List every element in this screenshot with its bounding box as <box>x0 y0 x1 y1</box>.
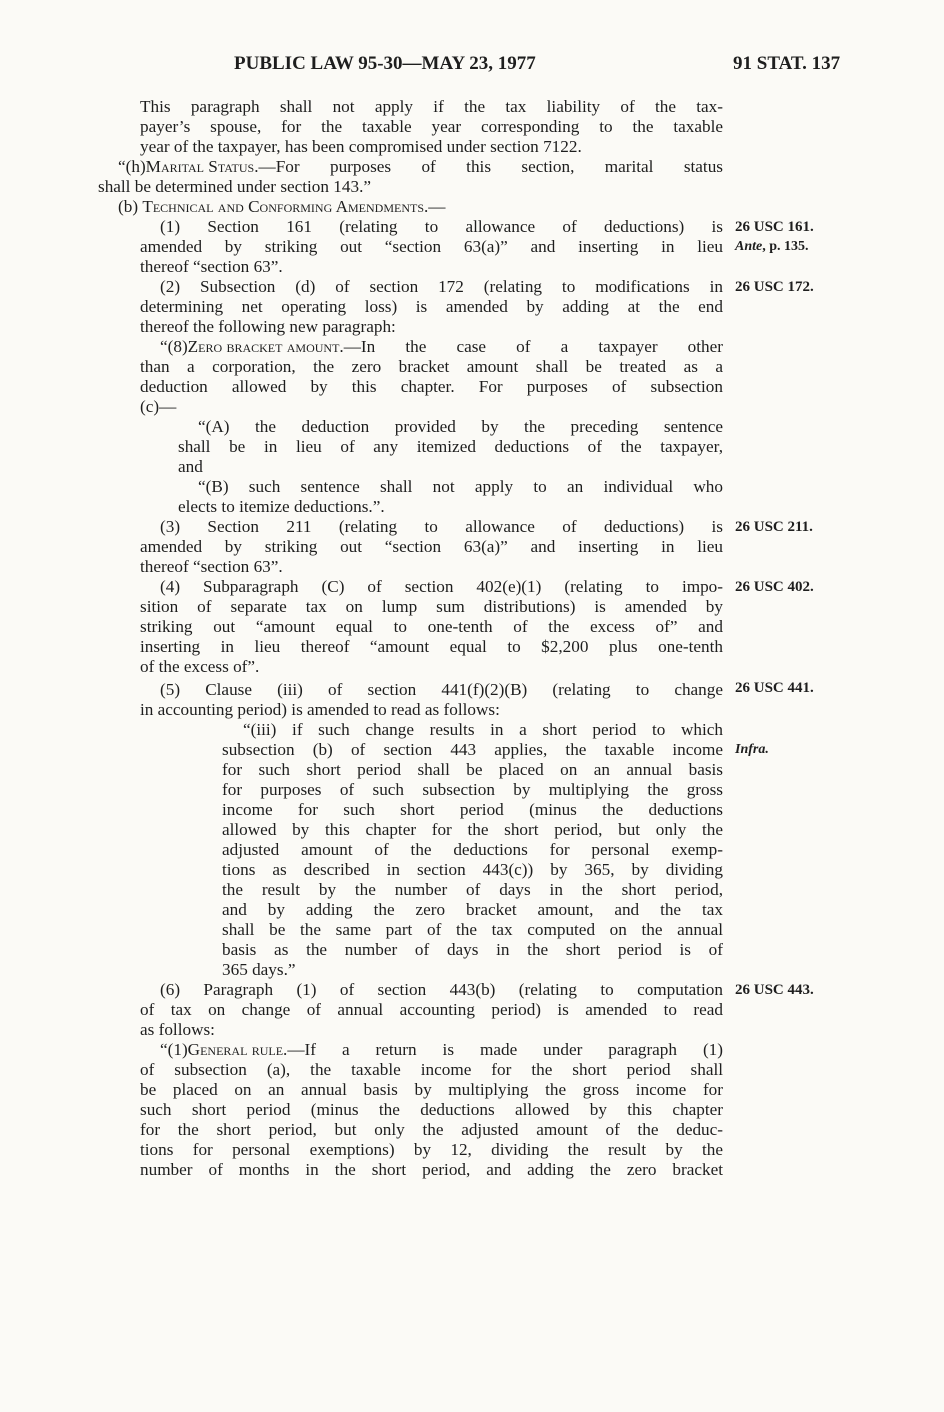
text-run: —If a return is made under paragraph (1) <box>287 1040 723 1059</box>
subsection-b-heading <box>118 197 445 217</box>
text-run: “(h) <box>118 157 146 176</box>
margin-note: 26 USC 402. <box>735 579 814 595</box>
margin-note: 26 USC 211. <box>735 519 813 535</box>
text-line: inserting in lieu thereof “amount equal to $2,200 plus one-tenth <box>140 637 723 656</box>
text-line: This paragraph shall not apply if the tax liability of the tax- <box>140 97 723 116</box>
paragraph-8-heading <box>160 337 723 357</box>
caption-zero-bracket-amount: Zero bracket amount. <box>187 337 344 356</box>
text-line: of tax on change of annual accounting period) is amended to read <box>140 1000 723 1019</box>
text-line: as follows: <box>140 1020 215 1039</box>
text-run: “(1) <box>160 1040 188 1059</box>
text-line: sition of separate tax on lump sum distributions) is amended by <box>140 597 723 616</box>
margin-note: 26 USC 441. <box>735 680 814 696</box>
text-line: subsection (b) of section 443 applies, the taxable income <box>222 740 723 759</box>
text-line: for purposes of such subsection by multiplying the gross <box>222 780 723 799</box>
text-line: income for such short period (minus the deductions <box>222 800 723 819</box>
stat-page-number: 91 STAT. 137 <box>733 53 841 74</box>
text-line: basis as the number of days in the short period is of <box>222 940 723 959</box>
margin-note: 26 USC 172. <box>735 279 814 295</box>
margin-note-page: , p. 135. <box>762 239 809 254</box>
text-line: (6) Paragraph (1) of section 443(b) (relating to computation <box>160 980 723 999</box>
text-run: (b) <box>118 197 143 216</box>
text-line: (4) Subparagraph (C) of section 402(e)(1) (relating to impo- <box>160 577 723 596</box>
text-line: shall be the same part of the tax computed on the annual <box>222 920 723 939</box>
text-run: —In the case of a taxpayer other <box>343 337 723 356</box>
text-line: 365 days.” <box>222 960 296 979</box>
margin-note: 26 USC 443. <box>735 982 814 998</box>
margin-note: Infra. <box>735 742 769 757</box>
text-line: in accounting period) is amended to read as follows: <box>140 700 500 719</box>
caption-marital-status: Marital Status. <box>145 157 259 176</box>
text-line: such short period (minus the deductions allowed by this chapter <box>140 1100 723 1119</box>
text-line: (1) Section 161 (relating to allowance of deductions) is <box>160 217 723 236</box>
text-line: (c)— <box>140 397 177 416</box>
text-run: — <box>428 197 446 216</box>
text-line: thereof the following new paragraph: <box>140 317 396 336</box>
text-line: and <box>178 457 203 476</box>
text-run: —For purposes of this section, marital status <box>258 157 723 176</box>
text-line: be placed on an annual basis by multiplying the gross income for <box>140 1080 723 1099</box>
text-run: “(8) <box>160 337 188 356</box>
margin-note-italic: Ante <box>735 239 763 254</box>
text-line: tions for personal exemptions) by 12, dividing the result by the <box>140 1140 723 1159</box>
text-line: amended by striking out “section 63(a)” and inserting in lieu <box>140 237 723 256</box>
text-line: deduction allowed by this chapter. For purposes of subsection <box>140 377 723 396</box>
text-line: shall be in lieu of any itemized deductions of the taxpayer, <box>178 437 723 456</box>
paragraph-1-heading <box>160 1040 723 1060</box>
text-line: (5) Clause (iii) of section 441(f)(2)(B) (relating to change <box>160 680 723 699</box>
running-header <box>0 53 944 81</box>
text-line: of the excess of”. <box>140 657 260 676</box>
text-line: for such short period shall be placed on an annual basis <box>222 760 723 779</box>
text-line: year of the taxpayer, has been compromised under section 7122. <box>140 137 582 156</box>
text-line: for the short period, but only the adjusted amount of the deduc- <box>140 1120 723 1139</box>
caption-technical-amendments: Technical and Conforming Amendments. <box>142 197 429 216</box>
text-line: amended by striking out “section 63(a)” and inserting in lieu <box>140 537 723 556</box>
text-line: “(iii) if such change results in a short period to which <box>243 720 723 739</box>
text-line: payer’s spouse, for the taxable year corresponding to the taxable <box>140 117 723 136</box>
text-line: than a corporation, the zero bracket amount shall be treated as a <box>140 357 723 376</box>
text-line: thereof “section 63”. <box>140 557 283 576</box>
text-line: shall be determined under section 143.” <box>98 177 372 196</box>
text-line: striking out “amount equal to one-tenth of the excess of” and <box>140 617 723 636</box>
subsection-h-heading <box>118 157 723 177</box>
text-line: “(A) the deduction provided by the preceding sentence <box>198 417 723 436</box>
text-line: adjusted amount of the deductions for personal exemp- <box>222 840 723 859</box>
text-line: number of months in the short period, and adding the zero bracket <box>140 1160 723 1179</box>
text-line: allowed by this chapter for the short period, but only the <box>222 820 723 839</box>
text-line: determining net operating loss) is amended by adding at the end <box>140 297 723 316</box>
text-line: (2) Subsection (d) of section 172 (relating to modifications in <box>160 277 723 296</box>
text-line: “(B) such sentence shall not apply to an individual who <box>198 477 723 496</box>
text-line: elects to itemize deductions.”. <box>178 497 385 516</box>
text-line: (3) Section 211 (relating to allowance of deductions) is <box>160 517 723 536</box>
text-line: the result by the number of days in the short period, <box>222 880 723 899</box>
caption-general-rule: General rule. <box>187 1040 288 1059</box>
text-line: of subsection (a), the taxable income for the short period shall <box>140 1060 723 1079</box>
text-line: tions as described in section 443(c)) by 365, by dividing <box>222 860 723 879</box>
text-line: thereof “section 63”. <box>140 257 283 276</box>
page-title: PUBLIC LAW 95-30—MAY 23, 1977 <box>234 53 536 74</box>
margin-note: 26 USC 161. <box>735 219 814 235</box>
text-line: and by adding the zero bracket amount, and the tax <box>222 900 723 919</box>
margin-note <box>735 239 809 255</box>
